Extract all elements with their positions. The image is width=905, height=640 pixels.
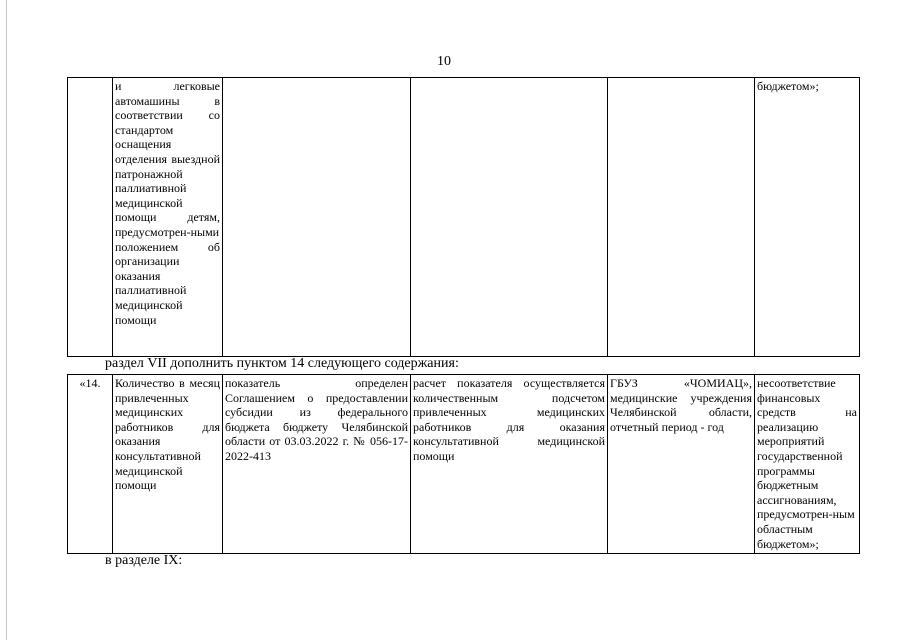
cell-risks: бюджетом»;	[755, 78, 860, 357]
cell-source	[608, 78, 755, 357]
cell-calculation	[411, 78, 608, 357]
cell-number	[68, 78, 113, 357]
page-edge-line	[6, 0, 7, 640]
table-row	[68, 78, 860, 357]
cell-number: «14.	[68, 375, 113, 554]
cell-calculation: расчет показателя осуществляется количественным подсчетом привлеченных медицинских работников для оказания консультативной медицинской помощи	[411, 375, 608, 554]
section-ix-instruction: в разделе IX:	[105, 553, 183, 568]
section-vii-instruction: раздел VII дополнить пунктом 14 следующего содержания:	[105, 356, 459, 371]
table-item-14	[67, 374, 860, 554]
cell-indicator: Количество в месяц привлеченных медицинских работников для оказания консультативной медицинской помощи	[113, 375, 223, 554]
cell-source: ГБУЗ «ЧОМИАЦ», медицинские учреждения Челябинской области, отчетный период - год	[608, 375, 755, 554]
page-number: 10	[437, 54, 451, 69]
cell-definition	[223, 78, 411, 357]
table-continuation	[67, 77, 860, 357]
cell-indicator: и легковые автомашины в соответствии со стандартом оснащения отделения выездной патронажной паллиативной медицинской помощи детям, предусмотрен-ными положением об организации оказания паллиативной медицинской помощи	[113, 78, 223, 357]
cell-definition: показатель определен Соглашением о предоставлении субсидии из федерального бюджета бюджету Челябинской области от 03.03.2022 г. № 056-17-2022-413	[223, 375, 411, 554]
table-row	[68, 375, 860, 554]
cell-risks: несоответствие финансовых средств на реализацию мероприятий государственной программы бюджетным ассигнованиям, предусмотрен-ным областным бюджетом»;	[755, 375, 860, 554]
